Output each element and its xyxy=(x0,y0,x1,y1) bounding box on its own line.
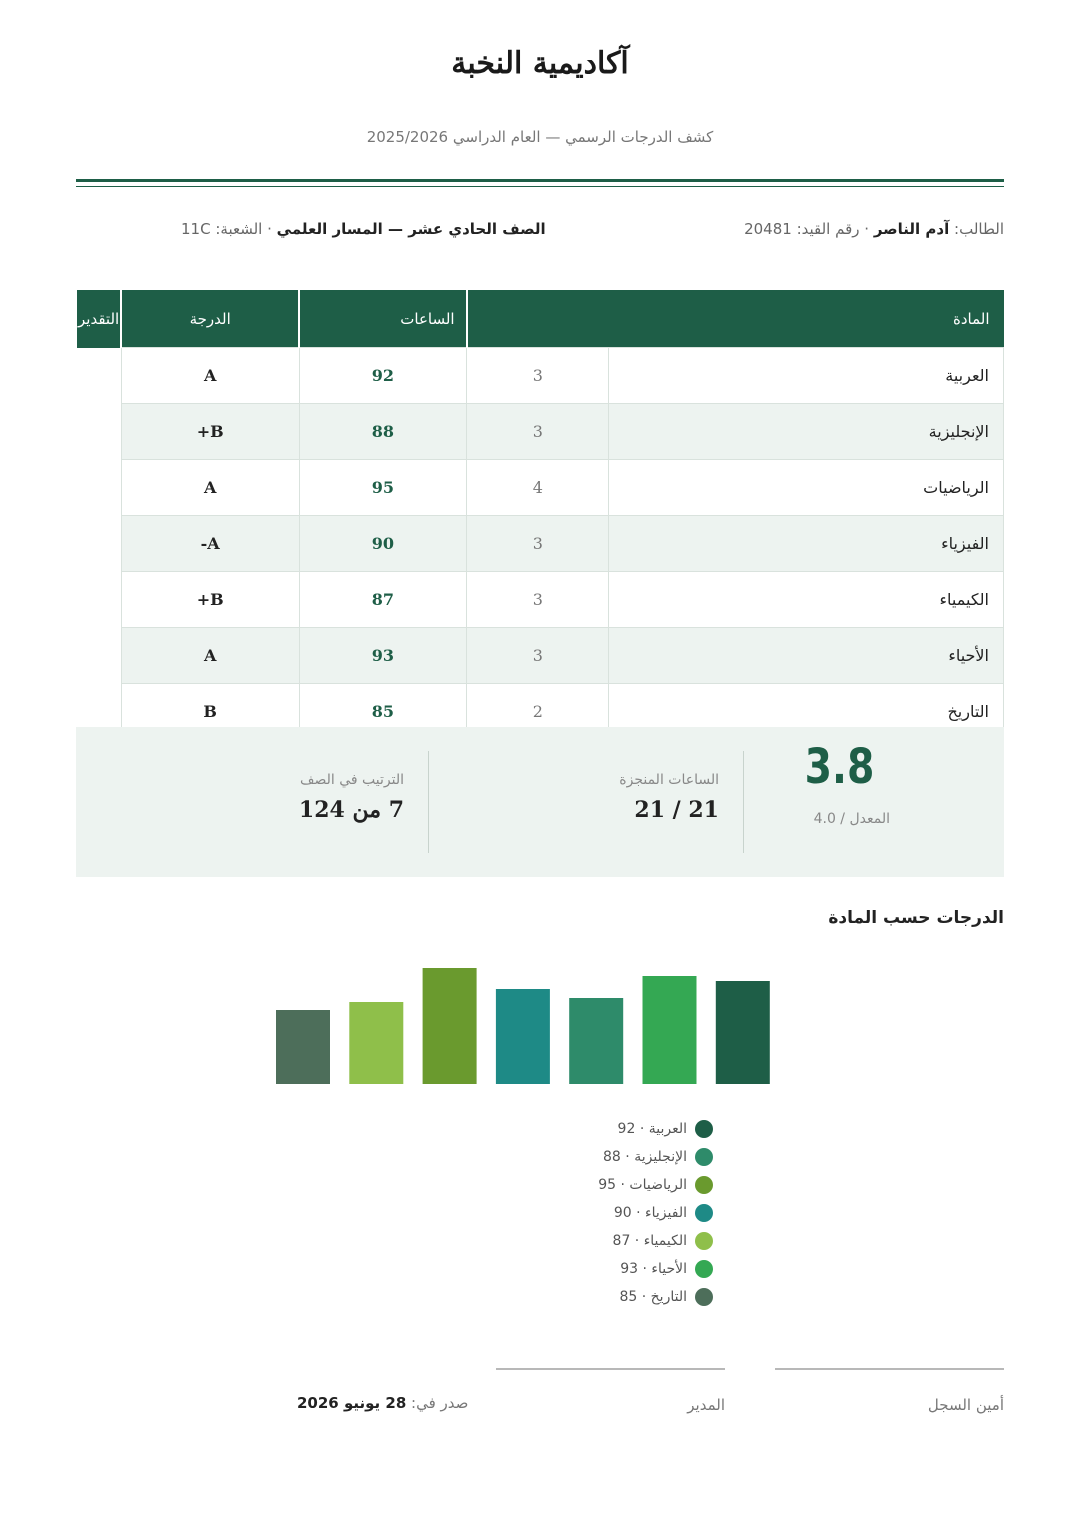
subject-cell: التاريخ xyxy=(609,684,1004,740)
student-info xyxy=(744,220,1004,238)
class-info xyxy=(181,220,546,238)
grade-cell: B+ xyxy=(121,572,299,628)
subject-cell: الفيزياء xyxy=(609,516,1004,572)
subject-cell: الرياضيات xyxy=(609,460,1004,516)
score-cell: 87 xyxy=(299,572,467,628)
legend-item xyxy=(598,1143,713,1171)
table-row xyxy=(77,460,1004,516)
table-header-row xyxy=(77,290,1004,348)
legend-label: الإنجليزية · 88 xyxy=(603,1149,687,1165)
legend-swatch xyxy=(695,1148,713,1166)
issue-date xyxy=(297,1394,468,1412)
class-rank-value: 7 من 124 xyxy=(298,797,404,823)
hours-cell: 3 xyxy=(467,404,609,460)
grade-cell: A xyxy=(121,348,299,404)
bar-2 xyxy=(423,968,477,1084)
header-grade: التقدير xyxy=(77,290,122,348)
legend-swatch xyxy=(695,1120,713,1138)
legend-label: الأحياء · 93 xyxy=(620,1261,687,1277)
principal-label: المدير xyxy=(687,1396,725,1414)
grade-cell: A xyxy=(121,460,299,516)
score-cell: 95 xyxy=(299,460,467,516)
score-cell: 88 xyxy=(299,404,467,460)
chart-legend xyxy=(598,1115,713,1311)
chart-heading: الدرجات حسب المادة xyxy=(828,908,1004,928)
registrar-label: أمين السجل xyxy=(927,1396,1004,1414)
grade-cell: A xyxy=(121,628,299,684)
subject-cell: العربية xyxy=(609,348,1004,404)
principal-signature-line xyxy=(496,1368,725,1370)
legend-item xyxy=(598,1171,713,1199)
legend-swatch xyxy=(695,1232,713,1250)
bar-4 xyxy=(349,1002,403,1084)
section-label: · الشعبة: xyxy=(215,220,272,238)
legend-label: الفيزياء · 90 xyxy=(613,1205,687,1221)
school-title: آكاديمية النخبة xyxy=(451,46,629,81)
hours-cell: 2 xyxy=(467,684,609,740)
header-score: الدرجة xyxy=(121,290,299,348)
legend-swatch xyxy=(695,1204,713,1222)
class-name: الصف الحادي عشر — المسار العلمي xyxy=(276,220,546,238)
table-row xyxy=(77,348,1004,404)
student-id: 20481 xyxy=(744,220,792,238)
score-cell: 93 xyxy=(299,628,467,684)
grades-table xyxy=(76,290,1004,740)
table-row xyxy=(77,628,1004,684)
header-rule-thin xyxy=(76,186,1004,187)
legend-item xyxy=(598,1255,713,1283)
subject-cell: الكيمياء xyxy=(609,572,1004,628)
hours-cell: 4 xyxy=(467,460,609,516)
legend-item xyxy=(598,1199,713,1227)
registrar-signature-line xyxy=(775,1368,1004,1370)
bar-6 xyxy=(276,1010,330,1084)
legend-label: الكيمياء · 87 xyxy=(612,1233,687,1249)
table-row xyxy=(77,516,1004,572)
legend-swatch xyxy=(695,1260,713,1278)
summary-divider xyxy=(428,751,429,853)
student-id-label: · رقم القيد: xyxy=(796,220,870,238)
hours-cell: 3 xyxy=(467,348,609,404)
transcript-subtitle: كشف الدرجات الرسمي — العام الدراسي 2025/2026 xyxy=(366,128,714,146)
table-row xyxy=(77,572,1004,628)
issued-date-value: 28 يونيو 2026 xyxy=(297,1394,407,1412)
score-cell: 92 xyxy=(299,348,467,404)
table-row xyxy=(77,404,1004,460)
legend-item xyxy=(598,1283,713,1311)
hours-completed-value: 21 / 21 xyxy=(634,797,719,823)
subject-cell: الأحياء xyxy=(609,628,1004,684)
section-value: 11C xyxy=(181,220,211,238)
gpa-value: 3.8 xyxy=(804,739,875,795)
summary-divider xyxy=(743,751,744,853)
score-cell: 90 xyxy=(299,516,467,572)
legend-swatch xyxy=(695,1176,713,1194)
legend-item xyxy=(598,1227,713,1255)
legend-label: الرياضيات · 95 xyxy=(598,1177,687,1193)
hours-cell: 3 xyxy=(467,572,609,628)
hours-cell: 3 xyxy=(467,516,609,572)
grade-cell: B+ xyxy=(121,404,299,460)
bar-0 xyxy=(716,981,770,1084)
header-subject: المادة xyxy=(467,290,1004,348)
grade-cell: A- xyxy=(121,516,299,572)
summary-panel xyxy=(76,727,1004,877)
issued-label: صدر في: xyxy=(411,1394,469,1412)
hours-cell: 3 xyxy=(467,628,609,684)
bar-5 xyxy=(643,976,697,1084)
gpa-scale: المعدل / 4.0 xyxy=(813,811,890,827)
hours-completed-label: الساعات المنجزة xyxy=(619,772,719,788)
scores-bar-chart xyxy=(276,940,804,1088)
legend-label: التاريخ · 85 xyxy=(619,1289,687,1305)
student-label: الطالب: xyxy=(954,220,1004,238)
subject-cell: الإنجليزية xyxy=(609,404,1004,460)
class-rank-label: الترتيب في الصف xyxy=(299,772,404,788)
bar-3 xyxy=(496,989,550,1084)
bar-1 xyxy=(569,998,623,1084)
legend-label: العربية · 92 xyxy=(617,1121,687,1137)
header-hours: الساعات xyxy=(299,290,467,348)
header-rule-thick xyxy=(76,179,1004,182)
legend-item xyxy=(598,1115,713,1143)
student-name: آدم الناصر xyxy=(873,220,950,238)
score-cell: 85 xyxy=(299,684,467,740)
grade-cell: B xyxy=(121,684,299,740)
legend-swatch xyxy=(695,1288,713,1306)
